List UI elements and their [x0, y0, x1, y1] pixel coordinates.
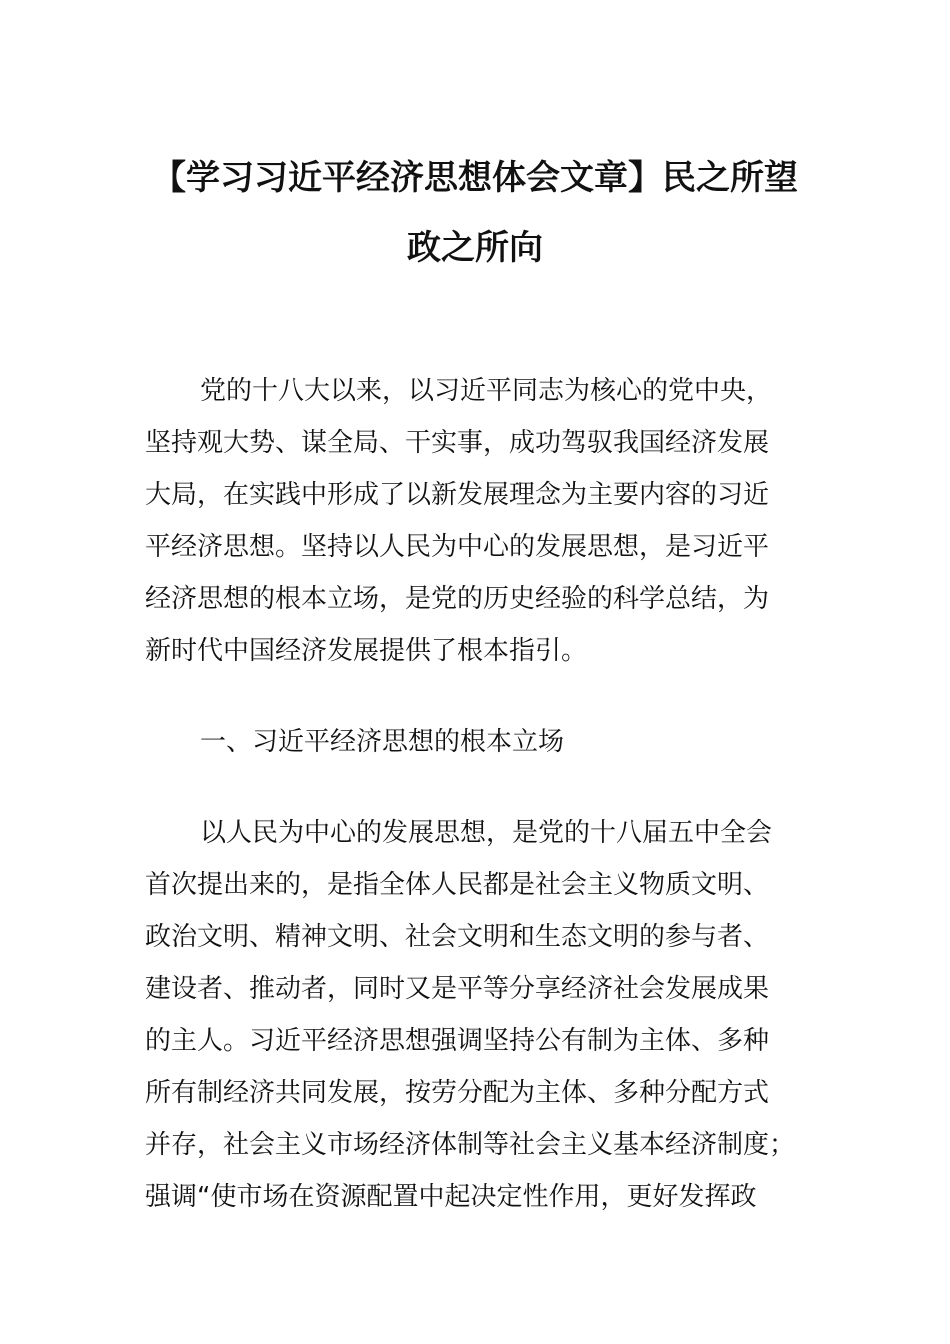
paragraph2-line-5: 的主人。习近平经济思想强调坚持公有制为主体、多种 — [145, 1026, 770, 1056]
paragraph1-line-2: 坚持观大势、谋全局、干实事，成功驾驭我国经济发展 — [145, 428, 770, 458]
paragraph1-line-3: 大局，在实践中形成了以新发展理念为主要内容的习近 — [145, 480, 770, 510]
paragraph2-line-6: 所有制经济共同发展，按劳分配为主体、多种分配方式 — [145, 1078, 770, 1108]
paragraph2-line-8: 强调“使市场在资源配置中起决定性作用，更好发挥政 — [145, 1182, 757, 1212]
paragraph2-line-2: 首次提出来的，是指全体人民都是社会主义物质文明、 — [145, 870, 770, 900]
paragraph1-line-5: 经济思想的根本立场，是党的历史经验的科学总结，为 — [145, 584, 770, 614]
document-title-line-1: 【学习习近平经济思想体会文章】民之所望 — [152, 158, 798, 198]
paragraph1-line-1: 党的十八大以来，以习近平同志为核心的党中央， — [200, 376, 773, 406]
section-heading-1: 一、习近平经济思想的根本立场 — [200, 727, 565, 757]
paragraph1-line-4: 平经济思想。坚持以人民为中心的发展思想，是习近平 — [145, 532, 770, 562]
paragraph2-line-4: 建设者、推动者，同时又是平等分享经济社会发展成果 — [145, 974, 770, 1004]
paragraph1-line-6: 新时代中国经济发展提供了根本指引。 — [145, 636, 588, 666]
paragraph2-line-7: 并存，社会主义市场经济体制等社会主义基本经济制度； — [145, 1130, 796, 1160]
paragraph2-line-3: 政治文明、精神文明、社会文明和生态文明的参与者、 — [145, 922, 770, 952]
paragraph2-line-1: 以人民为中心的发展思想，是党的十八届五中全会 — [200, 818, 773, 848]
document-title-line-2: 政之所向 — [407, 228, 543, 268]
